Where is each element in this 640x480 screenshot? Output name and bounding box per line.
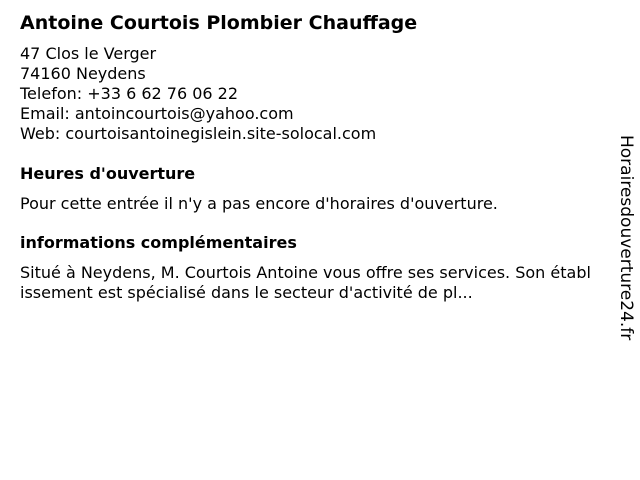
- additional-info-text: Situé à Neydens, M. Courtois Antoine vous offre ses services. Son établissement est spécialisé dans le secteur d'activité de pl...: [20, 263, 591, 302]
- business-card: [20, 10, 595, 303]
- opening-hours-heading: Heures d'ouverture: [20, 164, 196, 183]
- opening-hours-text: Pour cette entrée il n'y a pas encore d'horaires d'ouverture.: [20, 194, 498, 213]
- street-address: 47 Clos le Verger: [20, 44, 157, 63]
- business-name: Antoine Courtois Plombier Chauffage: [20, 12, 418, 34]
- postal-city: 74160 Neydens: [20, 64, 146, 83]
- additional-info-heading: informations complémentaires: [20, 233, 297, 252]
- website-line: Web: courtoisantoinegislein.site-solocal.com: [20, 124, 377, 143]
- phone-line: Telefon: +33 6 62 76 06 22: [20, 84, 239, 103]
- contact-block: [20, 44, 595, 144]
- site-watermark: Horairesdouverture24.fr: [616, 135, 636, 341]
- email-line: Email: antoincourtois@yahoo.com: [20, 104, 294, 123]
